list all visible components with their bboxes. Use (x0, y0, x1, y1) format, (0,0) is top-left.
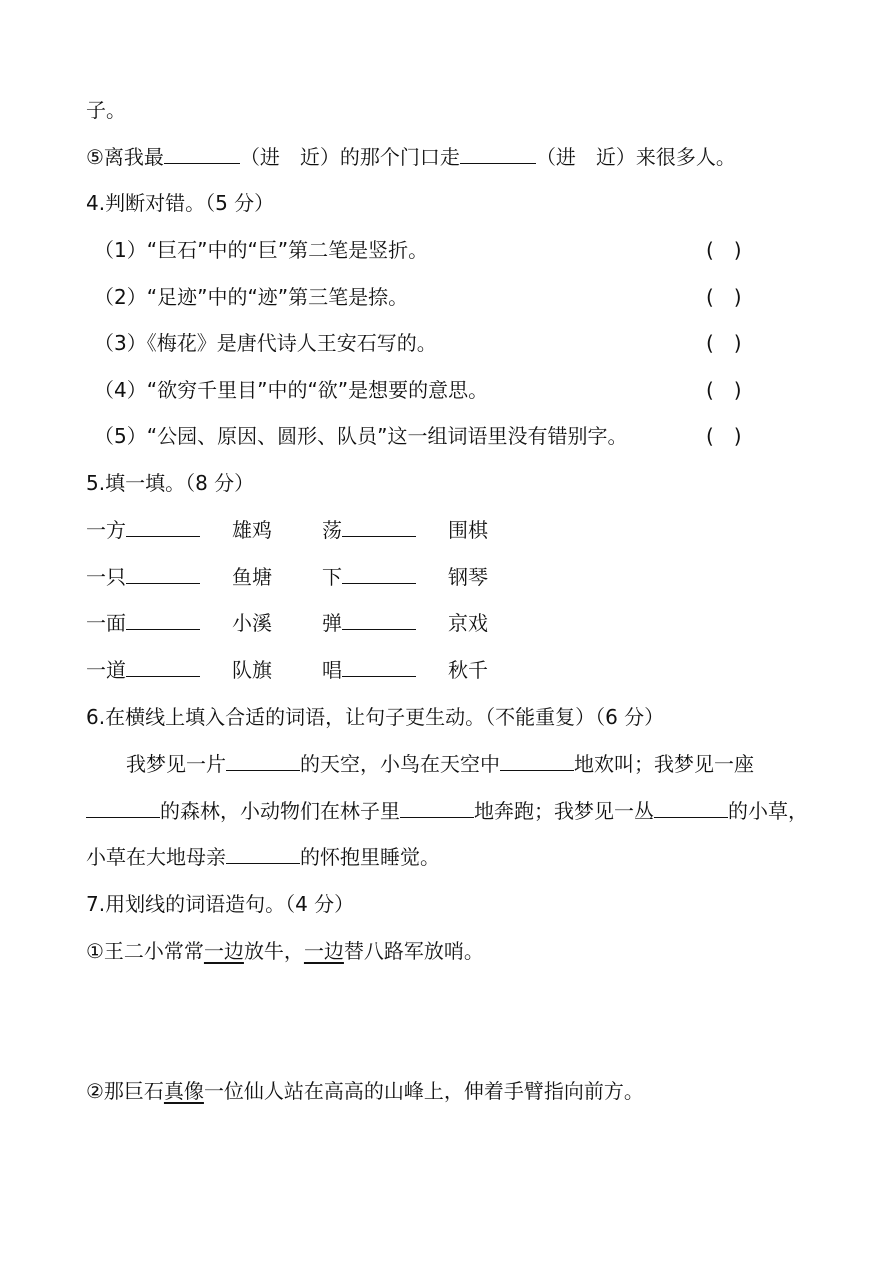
q6-text: 地欢叫；我梦见一座 (574, 752, 754, 776)
q5-word: 唱 (322, 658, 342, 682)
q4-item-2 (94, 283, 408, 311)
q6-text: 的小草， (728, 799, 808, 823)
answer-blank[interactable] (164, 143, 240, 164)
q7-title: 7.用划线的词语造句。（4 分） (86, 892, 355, 916)
q5-cell (322, 656, 416, 684)
q6-line-1 (126, 750, 754, 778)
q5-word: 一只 (86, 565, 126, 589)
answer-paren[interactable]: ( ) (706, 331, 742, 355)
q3-item-5-choice-1: （进 近）的那个门口走 (239, 145, 460, 169)
q5-word: 小溪 (232, 611, 272, 635)
q6-text: 的怀抱里睡觉。 (300, 845, 440, 869)
q4-item-text: （5）“公园、原因、圆形、队员”这一组词语里没有错别字。 (94, 424, 628, 448)
q4-item-3 (94, 329, 437, 357)
q6-text: 小草在大地母亲 (86, 845, 226, 869)
answer-paren[interactable]: ( ) (706, 238, 742, 262)
answer-blank[interactable] (500, 750, 574, 771)
q4-item-text: （3）《梅花》是唐代诗人王安石写的。 (94, 331, 437, 355)
underlined-word: 一边 (203, 939, 244, 963)
q7-text: ②那巨石 (86, 1079, 164, 1103)
q5-title: 5.填一填。（8 分） (86, 471, 255, 495)
q7-sentence-2 (86, 1077, 644, 1105)
q5-cell (86, 516, 200, 544)
q3-item-5-choice-2: （进 近）来很多人。 (535, 145, 736, 169)
answer-blank[interactable] (654, 797, 728, 818)
q3-item-5-prefix: ⑤离我最 (86, 145, 164, 169)
answer-blank[interactable] (342, 516, 416, 537)
q5-word: 一面 (86, 611, 126, 635)
continued-text (86, 96, 126, 124)
q5-word: 荡 (322, 518, 342, 542)
answer-blank[interactable] (86, 797, 160, 818)
q5-word: 钢琴 (448, 565, 488, 589)
answer-blank[interactable] (226, 843, 300, 864)
q5-cell (322, 609, 416, 637)
q4-item-1 (94, 236, 428, 264)
q5-word: 雄鸡 (232, 518, 272, 542)
q5-word: 一道 (86, 658, 126, 682)
answer-blank[interactable] (342, 656, 416, 677)
q6-text: 我梦见一片 (126, 752, 226, 776)
q5-word: 一方 (86, 518, 126, 542)
q5-word: 京戏 (448, 611, 488, 635)
q4-title: 4.判断对错。（5 分） (86, 191, 275, 215)
answer-blank[interactable] (126, 516, 200, 537)
q7-sentence-1 (86, 937, 484, 965)
q4-item-4 (94, 376, 488, 404)
q4-item-text: （4）“欲穷千里目”中的“欲”是想要的意思。 (94, 378, 489, 402)
underlined-word: 真像 (163, 1079, 204, 1103)
q6-line-3 (86, 843, 440, 871)
q6-line-2 (86, 797, 808, 825)
q3-item-5 (86, 143, 736, 171)
answer-blank[interactable] (126, 656, 200, 677)
q7-text: 一位仙人站在高高的山峰上，伸着手臂指向前方。 (203, 1079, 644, 1103)
answer-paren[interactable]: ( ) (706, 378, 742, 402)
q5-cell (86, 563, 200, 591)
answer-blank[interactable] (342, 563, 416, 584)
q6-text: 的天空，小鸟在天空中 (300, 752, 500, 776)
q4-item-5 (94, 422, 627, 450)
q5-word: 围棋 (448, 518, 488, 542)
answer-blank[interactable] (342, 609, 416, 630)
q5-cell (322, 516, 416, 544)
answer-paren[interactable]: ( ) (706, 285, 742, 309)
q4-item-text: （2）“足迹”中的“迹”第三笔是捺。 (94, 285, 409, 309)
q4-item-text: （1）“巨石”中的“巨”第二笔是竖折。 (94, 238, 429, 262)
answer-blank[interactable] (126, 563, 200, 584)
answer-blank[interactable] (460, 143, 536, 164)
answer-blank[interactable] (226, 750, 300, 771)
q6-title: 6.在横线上填入合适的词语，让句子更生动。（不能重复）（6 分） (86, 705, 665, 729)
answer-blank[interactable] (400, 797, 474, 818)
answer-blank[interactable] (126, 609, 200, 630)
q5-word: 队旗 (232, 658, 272, 682)
q7-text: 替八路军放哨。 (343, 939, 484, 963)
q5-cell (322, 563, 416, 591)
underlined-word: 一边 (303, 939, 344, 963)
q5-word: 秋千 (448, 658, 488, 682)
continued-fragment: 子。 (86, 98, 126, 122)
q7-text: ①王二小常常 (86, 939, 204, 963)
q5-cell (86, 609, 200, 637)
q5-word: 鱼塘 (232, 565, 272, 589)
q5-cell (86, 656, 200, 684)
q5-word: 弹 (322, 611, 342, 635)
q6-text: 地奔跑；我梦见一丛 (474, 799, 654, 823)
q7-text: 放牛， (243, 939, 304, 963)
q6-text: 的森林，小动物们在林子里 (160, 799, 400, 823)
answer-paren[interactable]: ( ) (706, 424, 742, 448)
q5-word: 下 (322, 565, 342, 589)
